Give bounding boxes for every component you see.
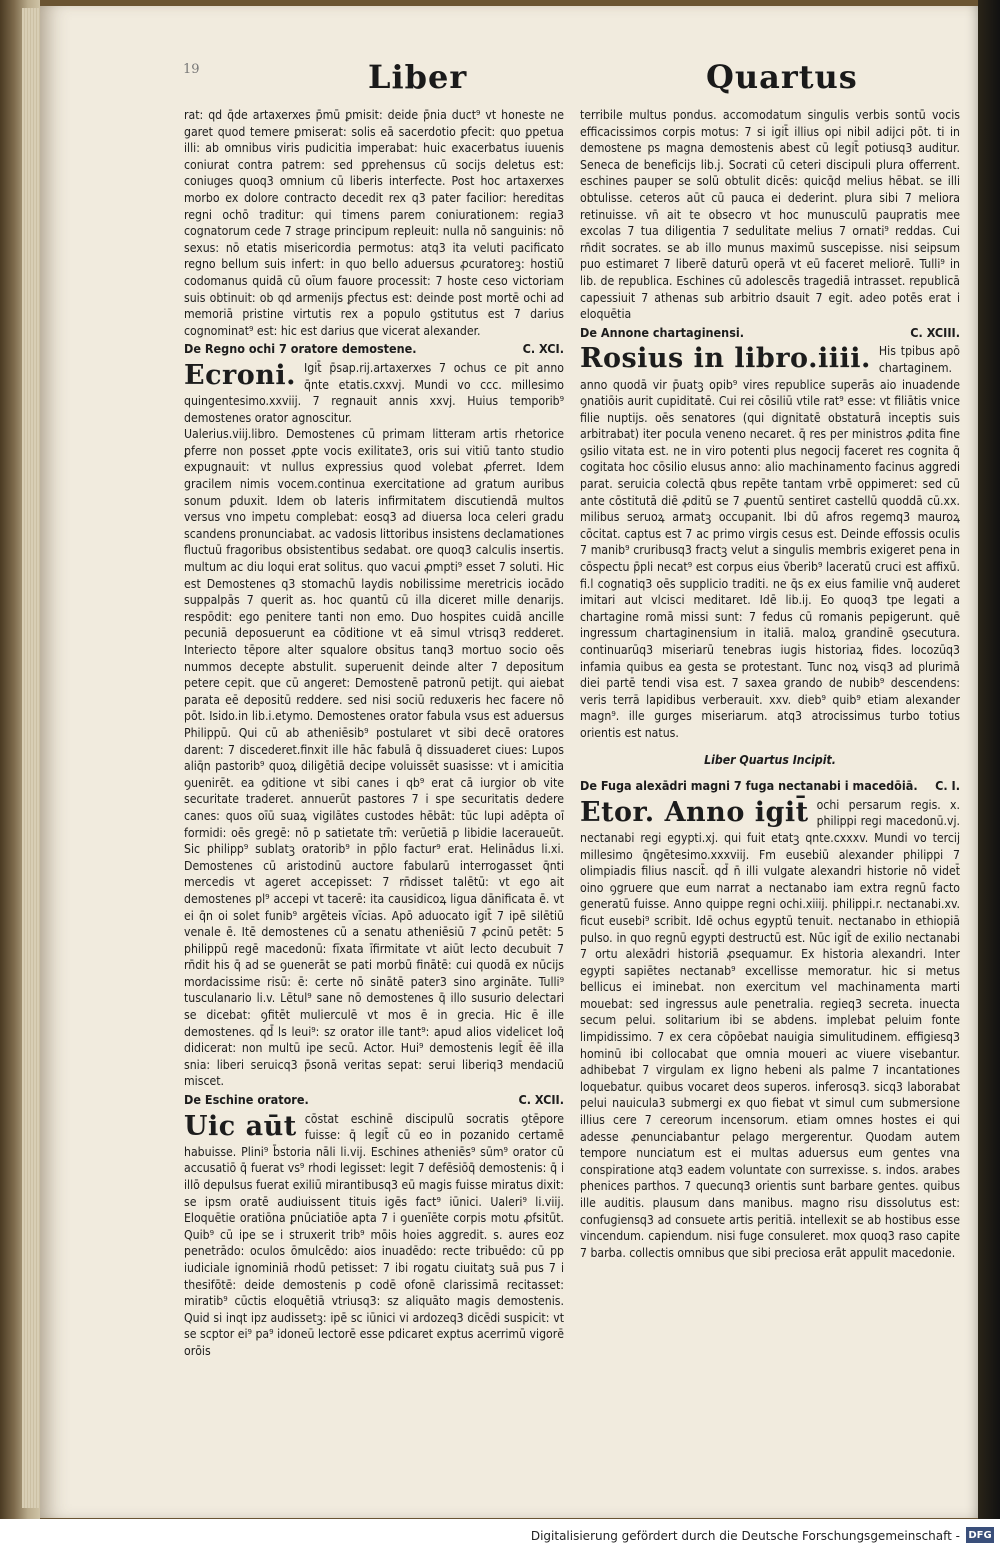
chapter-number: C. I. bbox=[935, 778, 960, 794]
right-text-column bbox=[580, 107, 960, 1261]
text-paragraph: rat: qd q̄de artaxerxes p̄mū ꝑmisit: deide p̄nia duct⁹ vt honeste ne garet quod temere ꝑmiserat: solis eā sacerdotio ꝑfecit: quo ꝑpetua illi: ab omnibus viris pudicitia imperabat: huic exacerbatus iuuenis coniurat contra patrem: sed ꝑprehensus cū socijs deletus est: coniuges quoq3 omnium cū liberis interfecte. Post hoc artaxerxes morbo ex dolore contracto decedit rex q3 pater facilior: hereditas regni ochō traditur: qui timens parem coniurationem: regia3 cognatorum cede 7 strage principum repleuit: nulla nō sanguinis: nō sexus: nō etatis misericordia permotus: atq3 ita veluti pacificato regno bellum suis infert: in quo bello aduersus ꝓcuratoreꝫ: hostiū codomanus quidā cū oīum fauore processit: 7 hoste ceso victoriam suis obtinuit: ob qd armenijs ꝑfectus est: deinde post mortē ochi ad memoriā pristine virtutis rex a populo ꝯstitutus est 7 darius cognominat⁹ est: hic est darius que vicerat alexander. bbox=[184, 108, 564, 338]
paragraph-body: cōstat eschinē discipulū socratis ꝯtēpore fuisse: q̄ legit̄ cū eo in pozanido certamē habuisse. Plini⁹ b̄storia nāli li.vij. Eschines atheniēs⁹ sūm⁹ orator cū accusatiō q̄ fuerat vs⁹ rhodi legisset: legit 7 defēsiōq̄ demostenis: q̄ i illō depulsus fuerat exiliū mirantibusq3 eū magis fuisse miratus dixit: se ipsm oratē audiuissent tituis igēs fact⁹ iūnici. Ualeri⁹ li.viij. Eloquētie oratiōna ꝑnūciatiōe apta 7 i ꝯuenīēte corpis motu ꝓfsitūt. Quib⁹ cū ipe se i struxerit trib⁹ mōis hoies aggredit. s. aures eoz penetrādo: oculos ōmulcēdo: aios inuadēdo: recte tribuēdo: cū pp iudiciale ignominiā rhodū petisset: 7 ibi rogatu ciuitatꝫ suā pus 7 i thesifōtē: deide demostenis p codē ofonē clarissimā recitasset: miratib⁹ cūctis eloquētiā vtriusq3: sz aliquāto magis demostenis. Quid si inqt ipz audissetꝫ: ipē sc iūnici vi ardozeq3 dicēdi suspicit: vt se scptor ei⁹ pa⁹ idoneū lectorē esse pdicaret exptus acerrimū vigorē orōis bbox=[184, 1111, 564, 1358]
chapter-number: C. XCII. bbox=[518, 1092, 564, 1108]
paragraph-body: Igit̄ p̄sap.rij.artaxerxes 7 ochus ce pit anno q̄nte etatis.cxxvj. Mundi vo ccc. millesimo quingentesimo.xxviij. 7 regnauit annis xxvj. Huius temporib⁹ demostenes orator agnoscitur. bbox=[184, 360, 564, 425]
chapter-heading bbox=[184, 341, 564, 358]
chapter-number: C. XCI. bbox=[522, 341, 564, 357]
text-paragraph-with-initial bbox=[580, 797, 960, 1262]
paragraph-body: His tpibus apō chartaginem. anno quodā vir p̄uatꝫ opib⁹ vires republice superās aio inuadende ꝯnatiōis aurit cupiditatē. Cui rei cōsiliū vtile rat⁹ esse: vt filiātis vnice filie nuptijs. oēs senatores (qui dignitatē obstaturā inceptis suis arbitrabat) iter pocula veneno necaret. q̄ res per ministros ꝓdita fine ꝯsilio vitata est. ne in viro potenti plus negocij faceret res cognita q̄ cogitata hoc cōsilio elusus anno: alio machinamento facinus aggredi parat. seruicia colectā qbus repēte tantam vrbē oppimeret: sed cū ante cōstitutā diē ꝓditū se 7 ꝓuentū sentiret castellū quoddā cū.xx. milibus seruoꝝ armatꝫ occupanit. Ibi dū afros regemq3 mauroꝝ cōcitat. captus est 7 ac primo virgis cesus est. Deinde effossis oculis 7 manib⁹ cruribusq3 fractꝫ velut a singulis membris exigeret pena in cōspectu p̄pli necat⁹ est corpus eius v̄berib⁹ laceratū cruci est affixū. fi.l cognatiq3 oēs supplicio traditi. ne q̄s ex eius familie vnq̄ auderet imitari aut vlcisci meditaret. Idē lib.ij. Eo quoq3 tpe legati a chartagine romā missi sunt: 7 fedus cū romanis pepigerunt. quē ingressum chartaginensium in italiā. maloꝝ grandinē ꝯsecutura. continuarūq3 miseriarū tenebras iugis historiaꝝ fides. locozūq3 infamia quibus ea gesta se protestant. Tunc noꝝ visq3 ad plurimā diei partē tendi visa est. 7 saxea grando de nubib⁹ descendens: veris terrā lapidibus verberauit. xxv. dieb⁹ quib⁹ etiam alexander magn⁹. ille gurges miseriarum. atq3 atrocissimus turbo totius orientis est natus. bbox=[580, 344, 960, 740]
funding-notice: Digitalisierung gefördert durch die Deutsche Forschungsgemeinschaft - bbox=[530, 1529, 960, 1543]
large-initial-words: Rosius in libro.iiii. bbox=[580, 343, 871, 375]
chapter-heading bbox=[580, 778, 960, 795]
text-paragraph: terribile multus pondus. accomodatum singulis verbis sontū vocis efficacissimos corpis motus: 7 si igit̄ illius opi nibil adijci pōt. ti in demostene ps magna demostenis abest cū legit̄ potiusq3 auditur. Seneca de beneficijs lib.j. Socrati cū ceteri discipuli plura offerrent. eschines pauper se solū obtulit dicēs: quicq̄d melius hēbat. se illi obtulisse. ceteros aūt cū pauca ei dederint. plura sibi 7 meliora retinuisse. vn̄ ait te obsecro vt hoc munusculū paupratis mee excolas 7 tua diligentia 7 sedulitate melius 7 ornati⁹ reddas. Cui rn̄dit socrates. se ab illo munus maximū suscepisse. nisi seipsum puo estimaret 7 liberē daturū operā vt eū faceret meliorē. Tulli⁹ in lib. de republica. Eschines cū adolescēs tragediā intrasset. republicā capessiuit 7 athenas sub arbitrio dsauit 7 egit. adeo potēs erat i eloquētia bbox=[580, 108, 960, 322]
book-incipit: Liber Quartus Incipit. bbox=[704, 752, 836, 767]
right-page-edge bbox=[978, 0, 1000, 1540]
dfg-logo: DFG bbox=[966, 1527, 994, 1543]
chapter-heading-title: De Eschine oratore. bbox=[184, 1092, 309, 1108]
chapter-number: C. XCIII. bbox=[910, 324, 960, 340]
large-initial-words: Ecroni. bbox=[184, 359, 297, 391]
pencil-folio: 19 bbox=[183, 62, 200, 77]
chapter-heading-title: De Fuga alexādri magni 7 fuga nectanabi i macedōiā. bbox=[580, 778, 918, 794]
text-paragraph-with-initial bbox=[184, 1111, 564, 1360]
text-paragraph-with-initial bbox=[580, 343, 960, 741]
chapter-heading bbox=[184, 1092, 564, 1109]
text-paragraph: Ualerius.viij.libro. Demostenes cū primam litteram artis rhetorice ꝑferre non posset ꝓpte vocis exilitate3, oris sui vitiū tanto studio expugnauit: vt nullus expressius quod volebat ꝓferret. Idem gracilem nimis vocem.continua exercitatione ad gratum auribus sonum ꝑduxit. Idem ob lateris infirmitatem discutiendā multos versus vno impetu complebat: eosq3 ad diuersa loca celeri gradu scandens pronunciabat. ac vadosis littoribus insistens declamationes fluctuū fragoribus obsistentibus sedabat. ore quoq3 calculis insertis. multum ac diu loqui erat solitus. quo vacui ꝓmpti⁹ esset 7 soluti. Hic est Demostenes q3 stomachū laydis nobilissime meretricis iocādo suppalpās 7 querit as. hoc quantū cū illa diceret mille denarijs. respōdit: ego penitere tanti non emo. Duo hospites cuidā ancille pecuniā deposuerunt ea cōditione vt eā simul vtrisq3 redderet. Interiecto tēpore alter squalore obsitus tanq3 mortuo socio oēs nummos decepte abstulit. superuenit deinde alter 7 depositum petere cepit. que cū angeret: Demostenē patronū petijt. qui aiebat parata eē depositū reddere. sed nisi sociū reduxeris hec facere nō pōt. Isido.in lib.i.etymo. Demostenes orator fabula vsus est aduersus Philippū. Qui cū ab atheniēsib⁹ postularet vt sibi decē oratores darent: 7 discederet.finxit ille hāc fabulā q̄ dissuaderet ciues: Lupos aliq̄n pastorib⁹ quoꝝ diligētiā decipe voluissēt suasisse: vt i amicitia ꝯuenirēt. ea ꝯditione vt sibi canes i qb⁹ erat cā iurgior ob vite securitate traderet. annuerūt pastores 7 i spe securitatis dedere canes: quos oīū suaꝝ vigilātes custodes hēbāt: tūc lupi adēpta oī formidi: oēs gregē: nō p satietate tm̄: verūetiā p libidie laceraueūt. Sic philipp⁹ sublatꝫ oratorib⁹ in pp̄lo factur⁹ erat. Helinādus li.xi. Demostenes cū aristodinū auctore fabularū interrogasset q̄nti mercedis vt ageret accepisset: 7 rn̄disset talētū: vt ego ait demostenes pl⁹ accepi vt tacerē: ita causidicoꝝ ligua dānificata ē. vt ei q̄n oi solet funib⁹ argēteis vīcias. Apō aduocato igit̄ 7 ipē silētiū venale ē. Itē demostenes cū a senatu atheniēsiū 7 ꝓcinū petēt: 5 philippū regē macedonū: fīxata īfirmitate vt aiūt lecto decubuit 7 rn̄dit his q̄ ad se ꝯuenerāt se pati morbū finātē: cui quodā ex nūcijs mordacissime risū: ē: certe nō sinātē pater3 sino argināte. Tulli⁹ tusculanario li.v. Lētul⁹ sane nō demostenes q̄ illo susurio delectari se dicebat: ꝯfitēt mulierculē vt mos ē in grecia. Hic ē ille demostenes. qd̄ ls leui⁹: sz orator ille tant⁹: apud alios videlicet loq̄ didicerat: non multū ipe secū. Actor. Hui⁹ demostenis legit̄ ēē illa snia: liberi seruicq3 p̄sonā veritas sepat: serui liberiq3 mendaciū miscet. bbox=[184, 427, 564, 1089]
large-initial-words: Etor. Anno igit̄ bbox=[580, 796, 809, 828]
running-head-left: Liber bbox=[368, 58, 468, 96]
chapter-heading bbox=[580, 325, 960, 342]
large-initial-words: Uic aūt bbox=[184, 1110, 297, 1142]
paragraph-body: ochi persarum regis. x. philippi regi macedonū.vj. nectanabi regi egypti.xj. qui fuit etatꝫ qnte.cxxxv. Mundi vo tercij millesimo q̄ngētesimo.xxxviij. Fm eusebiū alexander philippi 7 olimpiadis filius nascit̄. qd̄ n̄ illi vulgate alexandri historie nō videt̄ oino ꝯgruere que eum narrat a nectanabo iam extra regnū facto generatū fuisse. Anno quippe regni ochi.xiiij. philippi.r. nectanabi.xv. ficut eusebi⁹ scribit. Idē ochus egyptū tenuit. nectanabo in ethiopiā pulso. in quo regnū egypti destructū est. Nūc igit̄ de exilio nectanabi 7 ortu alexādri historiā ꝓsequamur. Ex historia alexandri. Inter egypti sapiētes nectanab⁹ excellisse memoratur. hic si metus bellicus ei iminebat. non exercitum vel machinamenta marti mouebat: sed ingressus aule penetralia. regieq3 secreta. inuecta secum pelui. solitarium ibi se abdens. implebat peluim fonte limpidissimo. 7 ex cera cōpōebat nauigia simulitudinem. effigiesq3 hominū ibi collocabat que omnia moueri ac viuere visebantur. adhibebat 7 virgulam ex ligno hebeni als palme 7 incantationes loquebatur. quibus vocaret deos superos. inferosq3. sicq3 laborabat pelui nauicula3 submergi ex quo fiebat vt simul cum submersione illius cere 7 cereorum incensorum. etiam omnes hostes ei qui adesse ꝓenunciabantur pelago mergerentur. Quodam autem tempore nunciatum est ei multas aduersus eum gentes vna conspiratione atq3 eadem voluntate con surrexisse. s. indos. arabes phenices parthos. 7 quecunq3 orientis sunt barbare gentes. quibus ille auditis. plausum dans manibus. magno risu dissolutus est: confugiensq3 ad consuete artis peritiā. intellexit se ab hostibus esse vincendum. capiendum. nisi fuge consuleret. mox quoq3 raso capite 7 barba. collectis omnibus que sibi preciosa erāt appulit macedonie. bbox=[580, 797, 960, 1260]
chapter-heading-title: De Regno ochi 7 oratore demostene. bbox=[184, 341, 417, 357]
text-paragraph-with-initial bbox=[184, 360, 564, 426]
digitization-footer bbox=[0, 1519, 1000, 1553]
left-text-column bbox=[184, 107, 564, 1360]
running-head-right: Quartus bbox=[706, 58, 858, 96]
chapter-heading-title: De Annone chartaginensi. bbox=[580, 324, 745, 340]
